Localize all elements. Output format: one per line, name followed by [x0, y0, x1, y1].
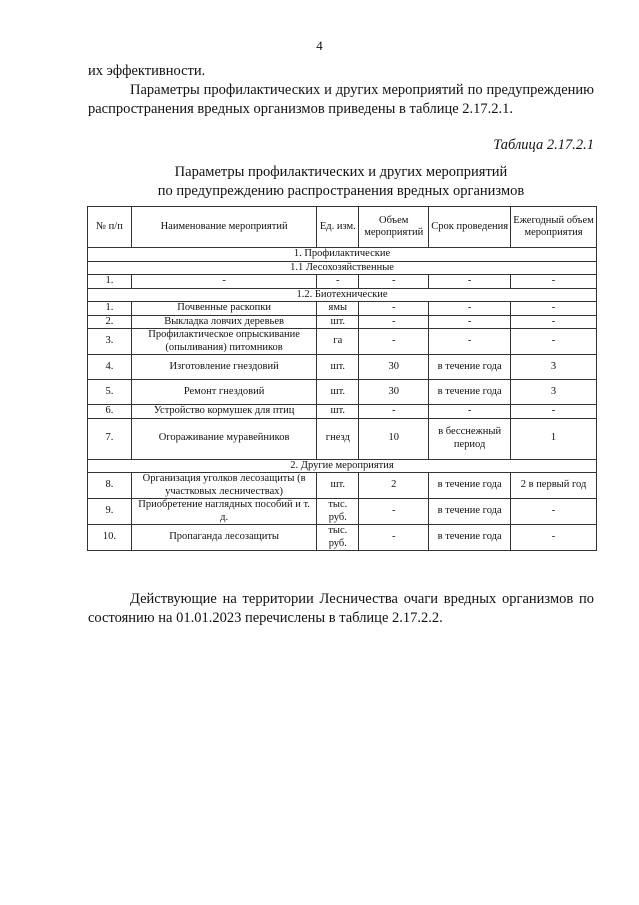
intro-line-1: их эффективности. — [88, 63, 206, 79]
page-number: 4 — [316, 38, 323, 53]
section-row-1 — [88, 248, 597, 262]
subsection-row-1-1 — [88, 261, 597, 275]
cell-term: - — [429, 275, 511, 289]
cell-term: в течение года — [429, 473, 511, 499]
cell-annual: 1 — [511, 418, 597, 459]
cell-unit: ямы — [317, 302, 359, 316]
cell-volume: - — [359, 329, 429, 355]
cell-num: 5. — [88, 380, 132, 405]
cell-num: 7. — [88, 418, 132, 459]
table-row — [88, 525, 597, 551]
cell-term: в течение года — [429, 380, 511, 405]
cell-num: 3. — [88, 329, 132, 355]
cell-name: Огораживание муравейников — [131, 418, 316, 459]
cell-name: Пропаганда лесозащиты — [131, 525, 316, 551]
header-term: Срок проведения — [429, 207, 511, 248]
cell-unit: гнезд — [317, 418, 359, 459]
cell-term: - — [429, 302, 511, 316]
cell-volume: 30 — [359, 355, 429, 380]
cell-name: Выкладка ловчих деревьев — [131, 315, 316, 329]
subsection-row-1-1-cell: 1.1 Лесохозяйственные — [88, 261, 597, 275]
intro-paragraph — [88, 62, 594, 119]
cell-num: 9. — [88, 499, 132, 525]
section-row-2-cell: 2. Другие мероприятия — [88, 459, 597, 473]
cell-volume: 10 — [359, 418, 429, 459]
cell-name: Почвенные раскопки — [131, 302, 316, 316]
measures-table — [87, 206, 597, 551]
cell-num: 6. — [88, 405, 132, 419]
cell-unit: га — [317, 329, 359, 355]
header-unit: Ед. изм. — [317, 207, 359, 248]
cell-annual: 2 в первый год — [511, 473, 597, 499]
cell-name: - — [131, 275, 316, 289]
table-row — [88, 275, 597, 289]
cell-volume: - — [359, 525, 429, 551]
table-row — [88, 473, 597, 499]
intro-line-2 — [88, 81, 594, 119]
cell-term: - — [429, 405, 511, 419]
cell-volume: - — [359, 405, 429, 419]
cell-term: в бесснежный период — [429, 418, 511, 459]
table-row — [88, 355, 597, 380]
cell-annual: - — [511, 499, 597, 525]
cell-annual: 3 — [511, 380, 597, 405]
cell-num: 1. — [88, 302, 132, 316]
table-title — [88, 163, 594, 201]
cell-num: 10. — [88, 525, 132, 551]
cell-term: в течение года — [429, 525, 511, 551]
cell-unit: шт. — [317, 473, 359, 499]
cell-name: Ремонт гнездовий — [131, 380, 316, 405]
intro-line-2-text: Параметры профилактических и других мероприятий по предупреждению распространения вредных организмов приведены в таблице 2.17.2.1. — [88, 82, 594, 117]
section-row-2 — [88, 459, 597, 473]
cell-annual: - — [511, 275, 597, 289]
table-header-row — [88, 207, 597, 248]
cell-volume: 30 — [359, 380, 429, 405]
table-row — [88, 329, 597, 355]
cell-volume: 2 — [359, 473, 429, 499]
cell-name: Профилактическое опрыскивание (опыливания) питомников — [131, 329, 316, 355]
cell-name: Изготовление гнездовий — [131, 355, 316, 380]
cell-annual: - — [511, 329, 597, 355]
cell-volume: - — [359, 315, 429, 329]
cell-unit: шт. — [317, 355, 359, 380]
table-title-line-2: по предупреждению распространения вредных организмов — [157, 183, 525, 199]
subsection-row-1-2-cell: 1.2. Биотехнические — [88, 288, 597, 302]
cell-num: 4. — [88, 355, 132, 380]
table-row — [88, 405, 597, 419]
table-row — [88, 315, 597, 329]
header-volume: Объем мероприятий — [359, 207, 429, 248]
header-annual: Ежегодный объем мероприятия — [511, 207, 597, 248]
cell-term: в течение года — [429, 355, 511, 380]
cell-unit: шт. — [317, 315, 359, 329]
cell-unit: шт. — [317, 380, 359, 405]
cell-unit: тыс. руб. — [317, 499, 359, 525]
header-name: Наименование мероприятий — [131, 207, 316, 248]
subsection-row-1-2 — [88, 288, 597, 302]
cell-annual: - — [511, 315, 597, 329]
cell-name: Организация уголков лесозащиты (в участковых лесничествах) — [131, 473, 316, 499]
cell-volume: - — [359, 499, 429, 525]
cell-name: Приобретение наглядных пособий и т. д. — [131, 499, 316, 525]
table-title-line-1: Параметры профилактических и других мероприятий — [174, 164, 508, 180]
cell-annual: - — [511, 525, 597, 551]
cell-annual: - — [511, 405, 597, 419]
cell-volume: - — [359, 302, 429, 316]
table-row — [88, 418, 597, 459]
cell-unit: - — [317, 275, 359, 289]
cell-unit: тыс. руб. — [317, 525, 359, 551]
section-row-1-cell: 1. Профилактические — [88, 248, 597, 262]
cell-volume: - — [359, 275, 429, 289]
cell-unit: шт. — [317, 405, 359, 419]
cell-num: 8. — [88, 473, 132, 499]
table-row — [88, 499, 597, 525]
cell-num: 1. — [88, 275, 132, 289]
closing-paragraph: Действующие на территории Лесничества очаги вредных организмов по состоянию на 01.01.2023 перечислены в таблице 2.17.2.2. — [88, 591, 594, 626]
header-num: № п/п — [88, 207, 132, 248]
cell-annual: 3 — [511, 355, 597, 380]
cell-name: Устройство кормушек для птиц — [131, 405, 316, 419]
cell-annual: - — [511, 302, 597, 316]
table-label: Таблица 2.17.2.1 — [493, 137, 594, 153]
cell-num: 2. — [88, 315, 132, 329]
cell-term: в течение года — [429, 499, 511, 525]
table-row — [88, 302, 597, 316]
cell-term: - — [429, 329, 511, 355]
cell-term: - — [429, 315, 511, 329]
table-row — [88, 380, 597, 405]
